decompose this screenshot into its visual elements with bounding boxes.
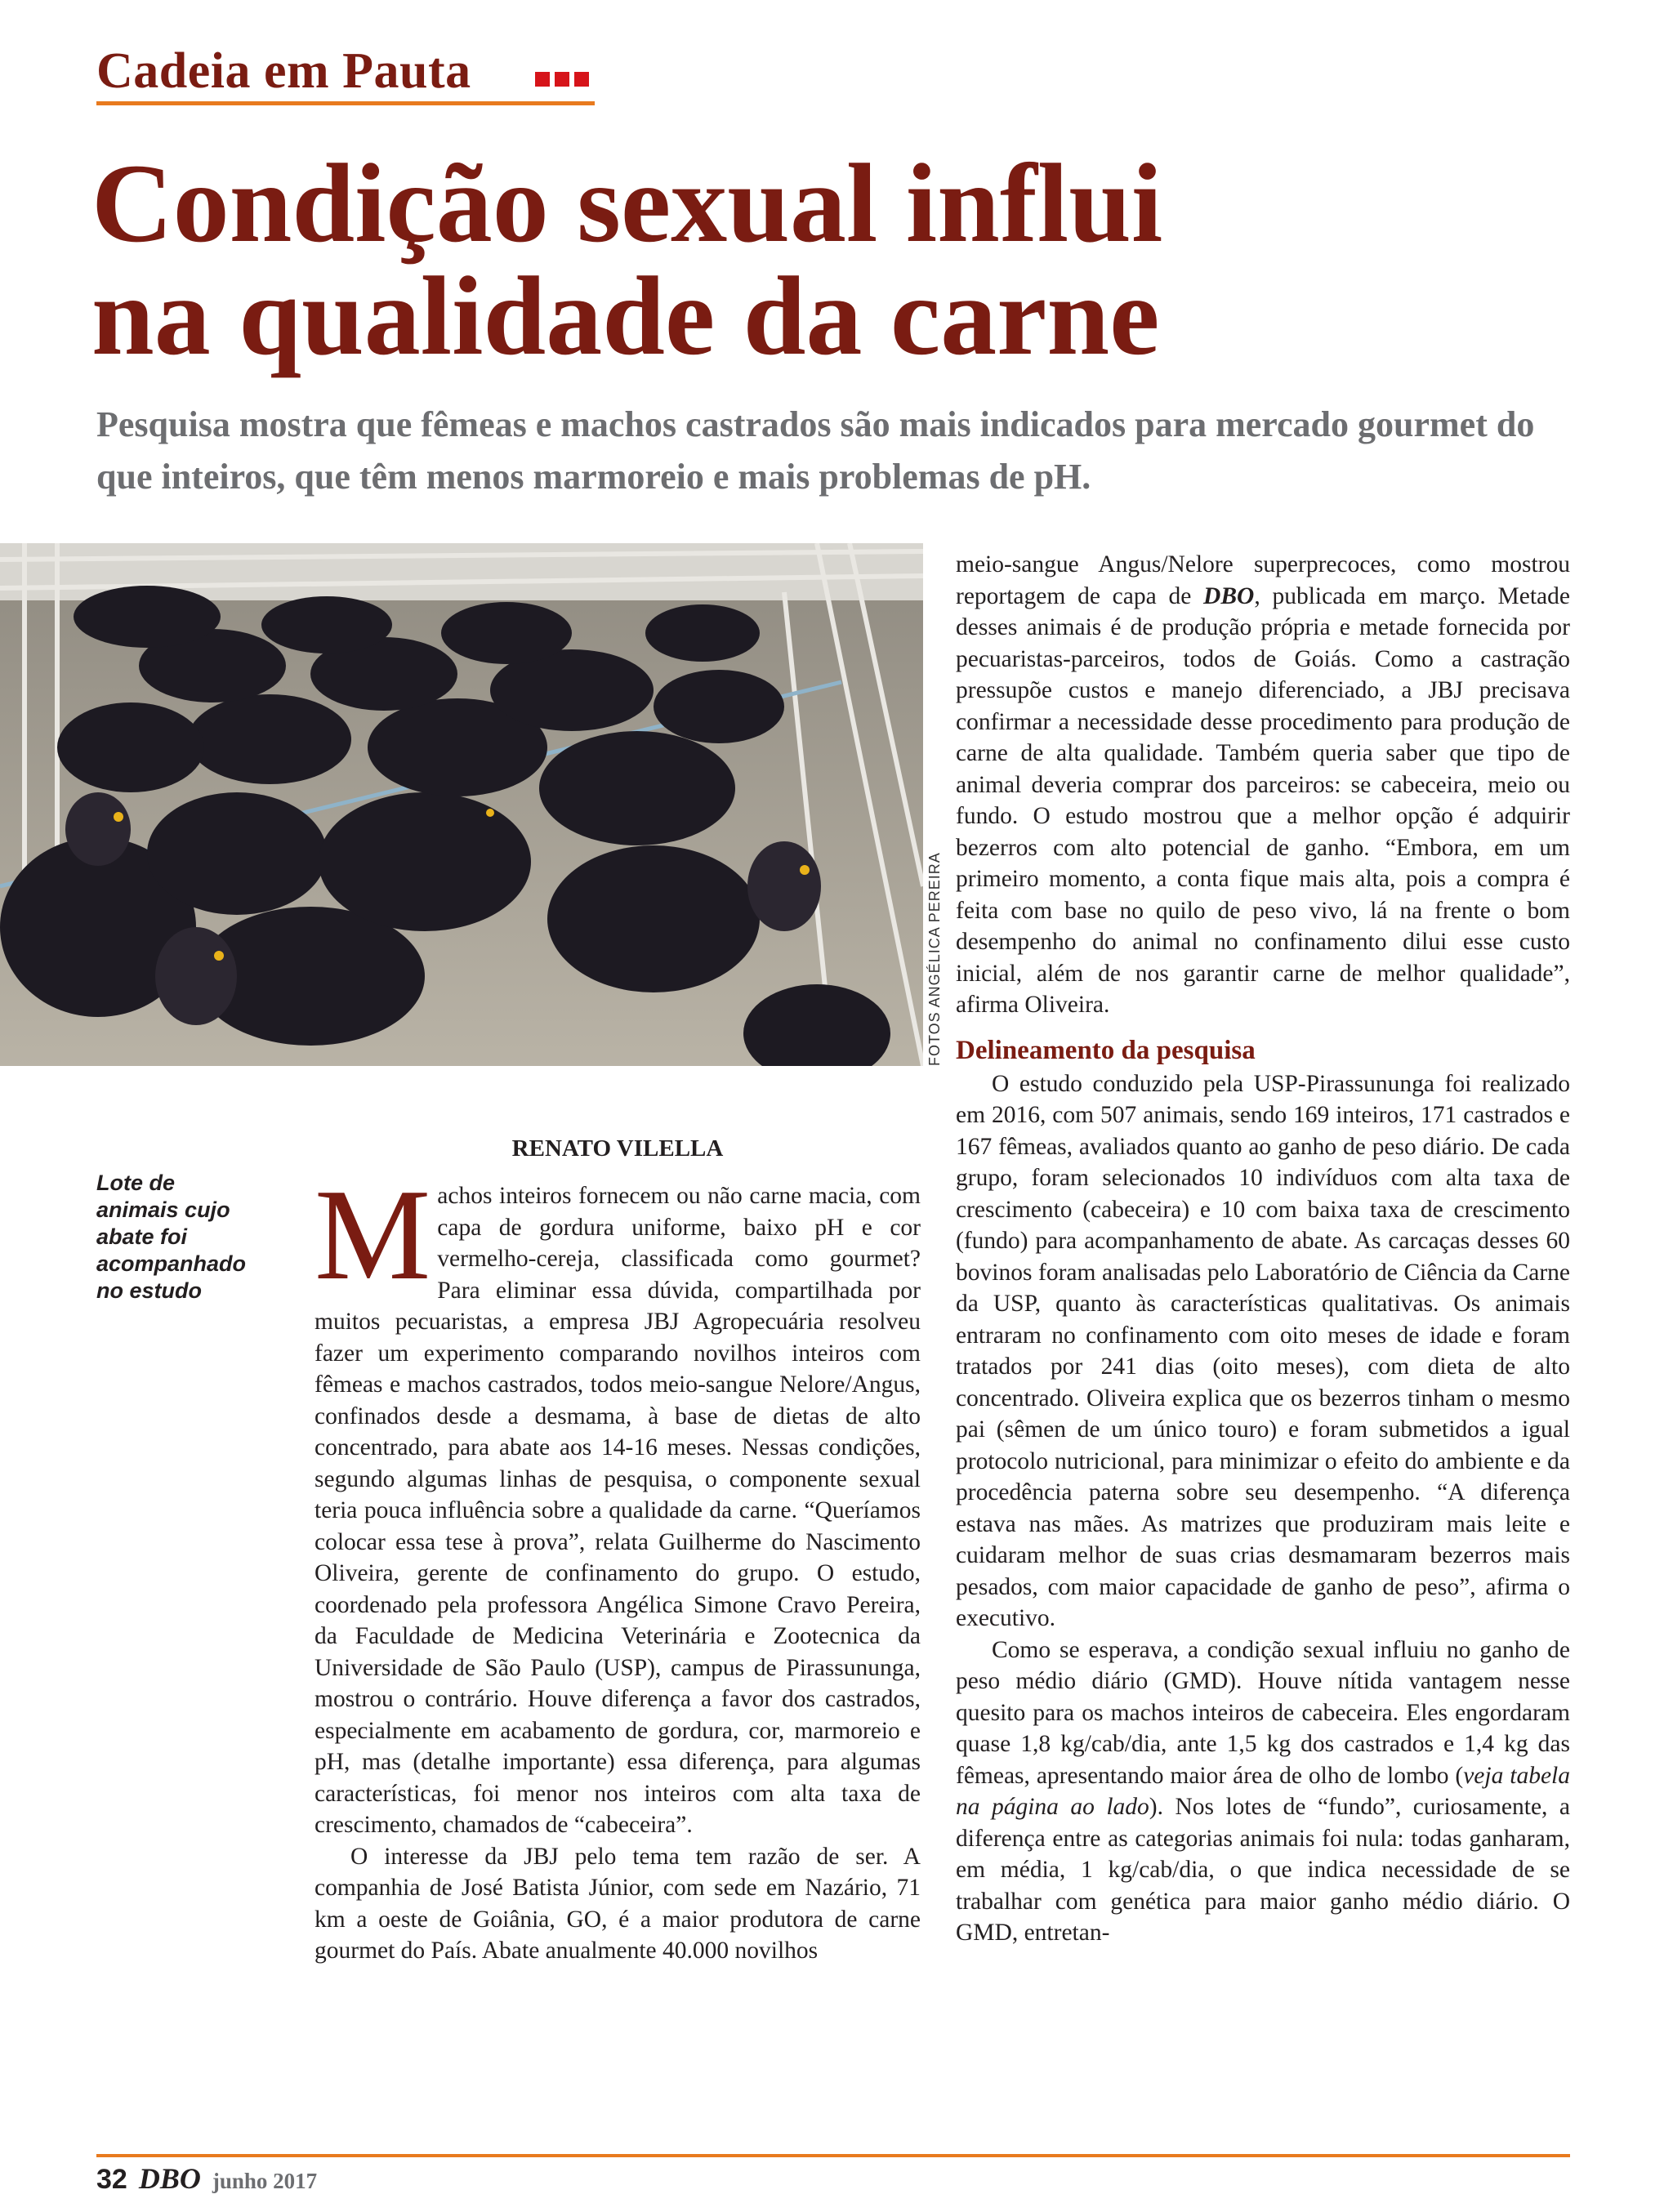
section-squares-decoration bbox=[535, 72, 589, 87]
photo-credit: FOTOS ANGÉLICA PEREIRA bbox=[926, 852, 943, 1066]
byline: RENATO VILELLA bbox=[511, 1135, 724, 1162]
headline-line-1: Condição sexual influi bbox=[91, 140, 1163, 265]
paragraph-text: ). Nos lotes de “fundo”, curiosamente, a diferença entre as categorias animais foi nula: todas ganharam, em média, 1 kg/cab/dia, o que indica necessidade de se trabalhar com genética para maior ganho médio diário. O GMD, entretan- bbox=[956, 1794, 1570, 1946]
paragraph-text: Como se esperava, a condição sexual influiu no ganho de peso médio diário (GMD). Houve nítida vantagem nesse quesito para os machos inteiros de cabeceira. Eles engordaram quase 1,8 kg/cab/dia, ante 1,5 kg dos castrados e 1,4 kg das fêmeas, apresentando maior área de olho de lombo ( bbox=[956, 1636, 1570, 1789]
page-footer bbox=[96, 2161, 317, 2196]
magazine-name-inline: DBO bbox=[1203, 582, 1255, 609]
paragraph-text: , publicada em março. Metade desses animais é de produção própria e metade fornecida por pecuaristas-parceiros, todos de Goiás. Como a castração pressupõe custos e manejo diferenciado, a JBJ precisava confirmar a necessidade desse procedimento para produção de carne de alta qualidade. Também queria saber que tipo de animal deveria comprar dos parceiros: se cabeceira, meio ou fundo. O estudo mostrou que a melhor opção é adquirir bezerros com alto potencial de ganho. “Embora, em um primeiro momento, a conta fique mais alta, pois a compra é feita com base no quilo de peso vivo, lá na frente o bom desempenho do animal no confinamento dilui esse custo inicial, além de nos garantir carne de melhor qualidade”, afirma Oliveira. bbox=[956, 582, 1570, 1018]
paragraph-text: meio-sangue Angus/Nelore superprecoces, como mostrou reportagem de capa de bbox=[956, 551, 1570, 609]
square-decoration bbox=[535, 72, 550, 87]
article-column-1 bbox=[315, 1162, 921, 1967]
drop-cap: M bbox=[315, 1162, 431, 1307]
photo-caption: Lote de animais cujo abate foi acompanhado no estudo bbox=[96, 1171, 247, 1303]
table-reference: veja tabela na página ao lado bbox=[956, 1762, 1570, 1820]
page-number: 32 bbox=[96, 2164, 127, 2195]
cattle-photo bbox=[0, 543, 923, 1066]
square-decoration bbox=[555, 72, 569, 87]
article-paragraph: O estudo conduzido pela USP-Pirassununga foi realizado em 2016, com 507 animais, sendo 169 inteiros, 171 castrados e 167 fêmeas, avaliados quanto ao ganho de peso diário. De cada grupo, foram selecionados 10 indivíduos com alta taxa de crescimento (cabeceira) e 10 com baixa taxa de crescimento (fundo) para acompanhamento de abate. As carcaças desses 60 bovinos foram analisadas pelo Laboratório de Ciência da Carne da USP, quanto às características qualitativas. Os animais entraram no confinamento com oito meses de idade e foram tratados por 241 dias (oito meses), com dieta de alto concentrado. Oliveira explica que os bezerros tinham o mesmo pai (sêmen de um único touro) e foram submetidos a igual protocolo nutricional, para minimizar o efeito do ambiente e da procedência paterna sobre seu desempenho. “A diferença estava nas mães. As matrizes que produziram mais leite e cuidaram melhor de suas crias desmamaram bezerros mais pesados, com maior capacidade de ganho de peso”, afirma o executivo. bbox=[956, 1070, 1570, 1631]
section-label: Cadeia em Pauta bbox=[96, 43, 471, 99]
subheadline: Pesquisa mostra que fêmeas e machos castrados são mais indicados para mercado gourmet do que inteiros, que têm menos marmoreio e mais problemas de pH. bbox=[96, 404, 1535, 497]
paragraph-text: achos inteiros fornecem ou não carne macia, com capa de gordura uniforme, baixo pH e cor vermelho-cereja, classificada como gourmet? Para eliminar essa dúvida, compartilhada por muitos pecuaristas, a empresa JBJ Agropecuária resolveu fazer um experimento comparando novilhos inteiros com fêmeas e machos castrados, todos meio-sangue Nelore/Angus, confinados desde a desmama, à base de dietas de alto concentrado, para abate aos 14-16 meses. Nessas condições, segundo algumas linhas de pesquisa, o componente sexual teria pouca influência sobre a qualidade da carne. “Queríamos colocar essa tese à prova”, relata Guilherme do Nascimento Oliveira, gerente de confinamento do grupo. O estudo, coordenado pela professora Angélica Simone Cravo Pereira, da Faculdade de Medicina Veterinária e Zootecnica da Universidade de São Paulo (USP), campus de Pirassununga, mostrou o contrário. Houve diferença a favor dos castrados, especialmente em acabamento de gordura, cor, marmoreio e pH, mas (detalhe importante) essa diferença, para algumas características, foi menor nos inteiros com alta taxa de crescimento, chamados de “cabeceira”. bbox=[315, 1183, 921, 1838]
magazine-name: DBO bbox=[138, 2162, 201, 2195]
headline bbox=[91, 140, 1562, 378]
section-subheading: Delineamento da pesquisa bbox=[956, 1035, 1256, 1065]
square-decoration bbox=[574, 72, 589, 87]
section-rule bbox=[96, 101, 595, 105]
article-paragraph bbox=[956, 549, 1570, 1021]
footer-rule bbox=[96, 2154, 1570, 2157]
article-column-2 bbox=[956, 549, 1570, 1949]
cattle-photo-illustration bbox=[0, 543, 923, 1066]
article-paragraph bbox=[956, 1634, 1570, 1949]
headline-line-2: na qualidade da carne bbox=[91, 253, 1160, 378]
issue-date: junho 2017 bbox=[212, 2169, 318, 2193]
article-paragraph bbox=[315, 1162, 921, 1841]
article-paragraph: O interesse da JBJ pelo tema tem razão de ser. A companhia de José Batista Júnior, com sede em Nazário, 71 km a oeste de Goiânia, GO, é a maior produtora de carne gourmet do País. Abate anualmente 40.000 novilhos bbox=[315, 1843, 921, 1964]
